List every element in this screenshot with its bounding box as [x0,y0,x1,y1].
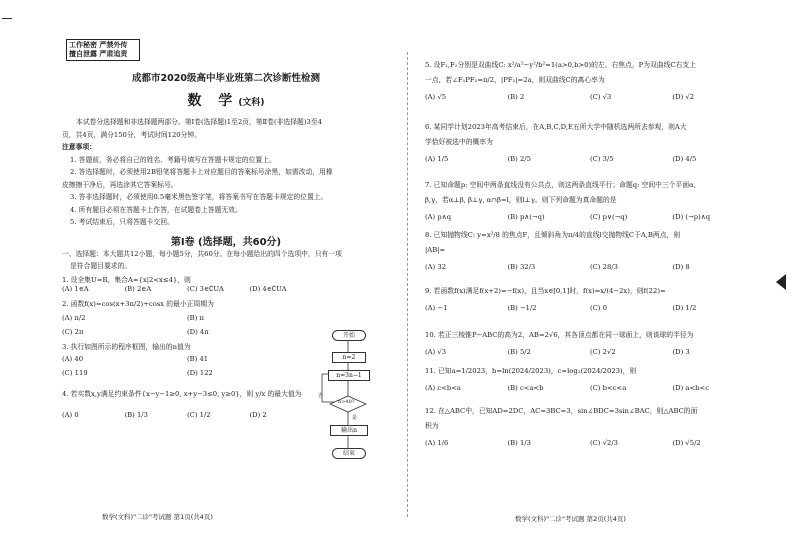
option-a: (A) √5 [425,93,447,101]
question-options [425,384,755,392]
question-stem-cont: 学恰好被选中的概率为 [425,138,493,146]
page-divider [407,52,408,517]
option-a: (A) 1/5 [425,155,449,163]
note-2b: 皮擦擦干净后，再选涂其它答案标号。 [62,180,178,189]
question-8 [425,230,755,271]
option-d: (D) √2 [672,93,695,101]
option-d: (D) √5/2 [672,439,701,447]
option-b: (B) 2/5 [507,155,531,163]
question-1 [62,275,312,293]
note-2a: 2. 答选择题时，必须使用2B铅笔将答题卡上对应题目的答案标号涂黑，如需改动，用橡 [70,168,333,176]
option-d: (D) 3 [672,348,690,356]
page-right [425,30,755,535]
option-c: (C) p∨(¬q) [590,213,628,221]
option-b: (B) 2∈A [124,284,152,293]
option-b: (B) p∧(¬q) [507,213,545,221]
question-stem: 10. 若正三棱锥P−ABC的高为2，AB=2√6，其各顶点都在同一球面上，则该球的半径为 [425,331,694,339]
option-a: (A) 1/6 [425,439,449,447]
question-stem: 3. 执行如图所示的程序框图，输出的n值为 [62,342,191,351]
question-5 [425,60,755,101]
question-stem: 9. 若函数f(x)满足f(x+2)=−f(x)，且当x∈[0,1]时，f(x)=x/(4−2x)，则f(22)= [425,287,666,295]
question-options [425,155,755,163]
option-a: (A) −1 [425,304,448,312]
option-d: (D) 1/2 [672,304,697,312]
question-6 [425,122,755,163]
stamp-line-1: 工作秘密 严禁外传 [69,41,128,49]
option-b: (B) π [187,313,204,322]
question-stem: 4. 若实数x,y满足约束条件{x−y−1≥0, x+y−3≤0, y≥0}，则 y/x 的最大值为 [62,389,302,398]
option-b: (B) 32/3 [507,263,536,271]
option-d: (D) 4∈∁UA [249,284,287,293]
question-options [62,355,312,363]
question-options [425,348,755,356]
option-b: (B) 2 [507,93,525,101]
option-c: (C) 0 [590,304,607,312]
subject-suffix: (文科) [238,98,265,108]
section-intro-1: 一、选择题：本大题共12小题，每小题5分，共60分。在每小题给出的四个选项中，只有一项 [62,249,342,258]
question-options [425,439,755,447]
stamp-line-2: 擅自泄露 严肃追责 [69,50,128,58]
flow-start: 开始 [332,330,366,341]
option-a: (A) p∧q [425,213,452,221]
option-b: (B) 41 [187,354,209,363]
subject-title [62,90,390,110]
note-3: 3. 答非选择题时，必须使用0.5毫米黑色签字笔，将答案书写在答题卡规定的位置上。 [70,193,328,201]
option-a: (A) π/2 [62,313,86,322]
footer-left: 数学(文科)"二诊"考试题 第1页(共4页) [102,513,213,521]
note-4: 4. 所有题目必须在答题卡上作答，在试题卷上答题无效。 [70,205,242,214]
flow-yes: 是 [352,415,358,421]
option-b: (B) 5/2 [507,348,531,356]
question-options [425,263,755,271]
exam-title: 成都市2020级高中毕业班第二次诊断性检测 [132,73,320,84]
question-options [425,213,755,221]
option-a: (A) 1∈A [62,284,89,293]
question-10 [425,330,755,356]
question-stem-cont: |AB|= [425,246,446,254]
program-flowchart [318,330,378,470]
question-options [425,304,755,312]
option-d: (D) 2 [249,410,267,419]
option-a: (A) 0 [62,410,79,419]
question-stem: 12. 在△ABC中，已知AD=2DC，AC=3BC=3，sin∠BDC=3sin∠BAC，则△ABC的面 [425,407,698,415]
option-a: (A) 32 [425,263,447,271]
question-stem: 1. 设全集U=R，集合A={x|2<x≤4}，则 [62,275,191,284]
section-title: 第Ⅰ卷 (选择题，共60分) [170,236,282,248]
question-stem: 2. 函数f(x)=cos(x+3π/2)+cosx 的最小正周期为 [62,299,214,308]
note-1: 1. 答题前，务必将自己的姓名、考籍号填写在答题卡规定的位置上。 [70,155,276,164]
question-7 [425,180,755,221]
flow-end: 结束 [332,448,366,459]
intro-line-2: 页，共4页，满分150分，考试时间120分钟。 [62,130,202,139]
option-b: (B) c<a<b [507,384,544,392]
section-intro [62,248,390,273]
left-questions [62,275,312,419]
option-c: (C) √2/3 [590,439,618,447]
page-tab-marker [776,274,786,290]
flow-step: n=3n−1 [328,370,370,381]
option-a: (A) 40 [62,354,84,363]
footer-right: 数学(文科)"二诊"考试题 第2页(共4页) [515,515,626,523]
question-9 [425,286,755,312]
option-c: (C) b<c<a [590,384,627,392]
question-2 [62,299,312,336]
question-options [62,285,312,293]
option-d: (D) 4/5 [672,155,697,163]
option-c: (C) 2π [62,327,84,336]
question-4 [62,389,312,419]
option-a: (A) c<b<a [425,384,461,392]
option-d: (D) a<b<c [672,384,710,392]
instructions [62,116,390,229]
question-stem: 6. 某同学计划2023年高考结束后，在A,B,C,D,E五所大学中随机选两所去参观，则A大 [425,123,687,131]
option-c: (C) 2√2 [590,348,616,356]
option-c: (C) √3 [590,93,612,101]
question-options [62,411,312,419]
intro-line-1: 本试卷分选择题和非选择题两部分。第Ⅰ卷(选择题)1至2页，第Ⅱ卷(非选择题)3至4 [76,118,322,126]
question-stem: 5. 设F₁,F₂分别是双曲线C: x²/a²−y²/b²=1(a>0,b>0)的左、右焦点，P为双曲线C右支上 [425,61,697,69]
option-b: (B) −1/2 [507,304,537,312]
question-options-2 [62,328,312,336]
flow-condition: n>40? [338,399,355,405]
subject-name: 数 学 [187,93,239,109]
question-3 [62,342,312,377]
option-b: (B) 1/3 [507,439,531,447]
section-intro-2: 是符合题目要求的。 [70,262,132,270]
question-stem: 8. 已知抛物线C: y=x²/8 的焦点F，且倾斜角为π/4的直线l交抛物线C于A,B两点，则 [425,231,681,239]
question-12 [425,406,755,447]
flow-no: 否 [318,393,324,399]
option-c: (C) 3∈∁UA [187,284,224,293]
question-stem-cont: β,γ，若α⊥β, β⊥γ, α∩β=l，则l⊥γ。则下列命题为真命题的是 [425,196,617,204]
option-a: (A) √3 [425,348,447,356]
question-stem-cont: 积为 [425,422,439,430]
flow-init: n=2 [332,352,366,363]
option-c: (C) 3/5 [590,155,614,163]
option-d: (D) 122 [187,368,213,377]
option-b: (B) 1/3 [124,410,148,419]
notes-heading: 注意事项： [62,143,96,151]
note-5: 5. 考试结束后，只将答题卡交回。 [70,218,174,226]
option-c: (C) 1/2 [187,410,211,419]
question-options [62,314,312,322]
question-options-2 [62,369,312,377]
flow-output: 输出n [330,425,368,436]
question-stem: 11. 已知a=1/2023，b=ln(2024/2023)，c=log₂(2024/2023)，则 [425,367,637,375]
question-11 [425,366,755,392]
option-d: (D) 4π [187,327,209,336]
question-options [425,93,755,101]
option-c: (C) 28/3 [590,263,618,271]
option-d: (D) (¬p)∧q [672,213,711,221]
question-stem: 7. 已知命题p: 空间中两条直线没有公共点，则这两条直线平行；命题q: 空间中三个平面α, [425,181,696,189]
corner-mark [2,18,12,19]
option-c: (C) 119 [62,368,88,377]
question-stem-cont: 一点，若∠F₁PF₂=π/2，|PF₂|=2a，则双曲线C的离心率为 [425,76,605,84]
option-d: (D) 8 [672,263,690,271]
